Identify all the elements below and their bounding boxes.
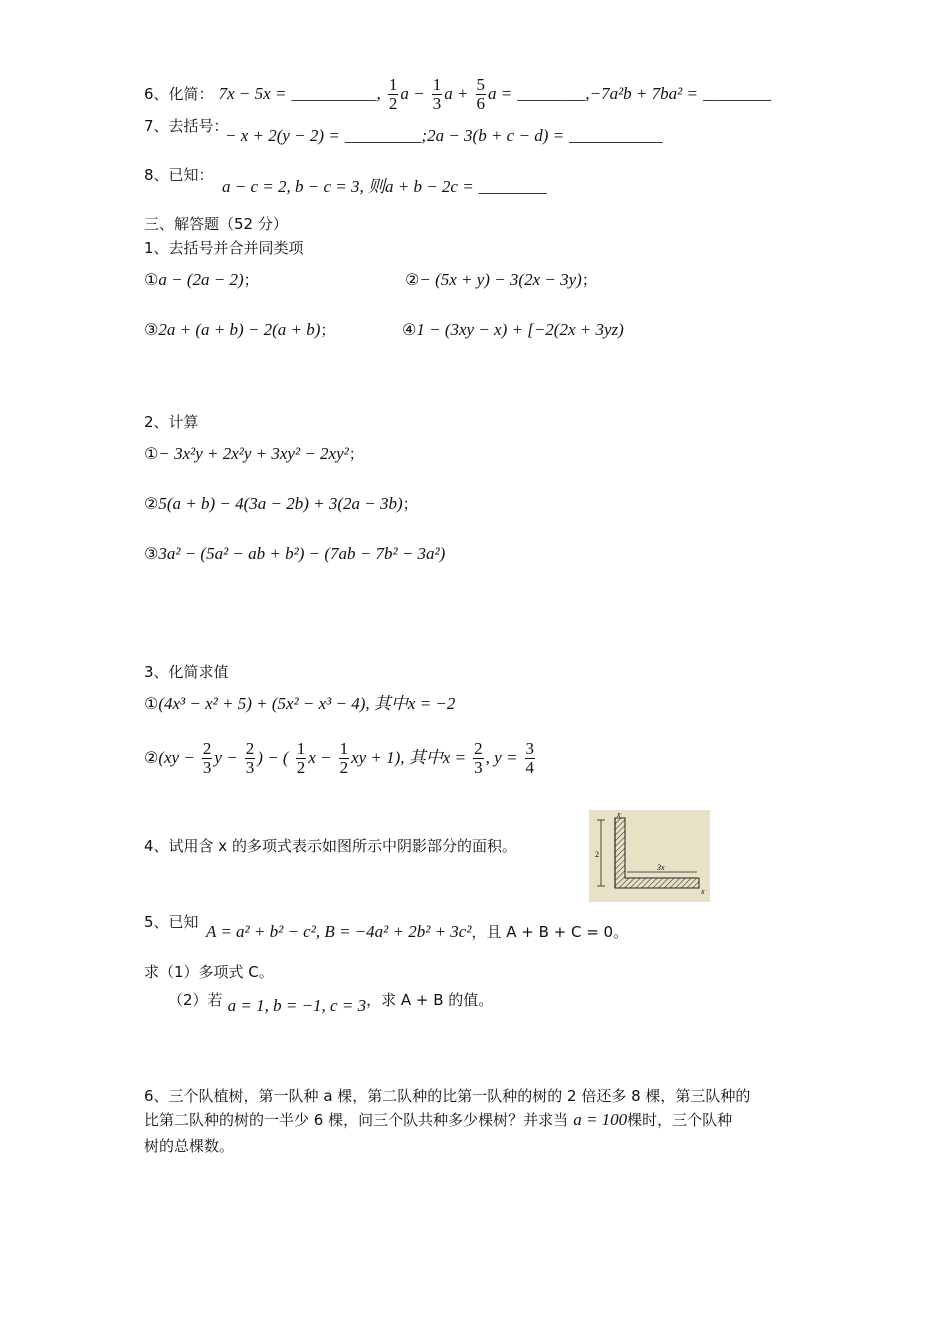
fig-label-x-top: x bbox=[617, 810, 621, 819]
semicolon: ； bbox=[243, 271, 259, 289]
circled-3: ③ bbox=[144, 544, 159, 563]
fig-label-2: 2 bbox=[595, 850, 599, 859]
s2-item3 bbox=[144, 544, 445, 564]
q6-label: 6、化简： bbox=[144, 85, 214, 103]
s5-expr: A = a² + b² − c², B = −4a² + 2b² + 3c² bbox=[206, 922, 472, 941]
s5-tail: ，且 A + B + C = 0。 bbox=[471, 923, 629, 941]
q6-a2: a + bbox=[444, 84, 469, 103]
q7-blank1: _________ bbox=[344, 126, 422, 145]
s6-line1: 6、三个队植树，第一队种 a 棵，第二队种的比第一队种的树的 2 倍还多 8 棵，第三队种的 bbox=[144, 1087, 751, 1105]
s3-item2 bbox=[144, 738, 537, 778]
s6-line2 bbox=[144, 1110, 732, 1130]
semicolon: ； bbox=[402, 495, 418, 513]
s1-item1 bbox=[144, 270, 259, 290]
s3-frac-b: $\frac{2}{3}$ bbox=[245, 739, 255, 777]
s2-item1 bbox=[144, 444, 364, 464]
semicolon: ； bbox=[348, 445, 364, 463]
q8-label: 8、已知： bbox=[144, 166, 214, 184]
s4-text: 4、试用含 x 的多项式表示如图所示中阴影部分的面积。 bbox=[144, 837, 517, 855]
circled-2: ② bbox=[144, 748, 159, 767]
section-3-title: 三、解答题（52 分） bbox=[144, 215, 288, 233]
s3-part: x − bbox=[308, 748, 332, 767]
s2-item2 bbox=[144, 494, 418, 514]
s5-q2 bbox=[168, 990, 494, 1015]
shaded-region bbox=[615, 818, 699, 888]
s3-frac-f: $\frac{3}{4}$ bbox=[525, 739, 535, 777]
circled-2: ② bbox=[405, 270, 420, 289]
q6-a3: a = bbox=[488, 84, 513, 103]
s3-title: 3、化简求值 bbox=[144, 663, 229, 681]
s3-part: ) − ( bbox=[257, 748, 289, 767]
circled-4: ④ bbox=[402, 320, 417, 339]
q6-frac2: $\frac{1}{3}$ bbox=[432, 75, 442, 113]
s1-item2 bbox=[405, 270, 597, 290]
s2-expr1: − 3x²y + 2x²y + 3xy² − 2xy² bbox=[158, 444, 349, 463]
s1-expr4: 1 − (3xy − x) + [−2(2x + 3yz) bbox=[416, 320, 624, 339]
s1-item3 bbox=[144, 320, 335, 340]
q6-expr1: 7x − 5x = bbox=[218, 84, 287, 103]
s6-line3: 树的总棵数。 bbox=[144, 1137, 235, 1155]
s3-frac-c: $\frac{1}{2}$ bbox=[296, 739, 306, 777]
s1-title: 1、去括号并合并同类项 bbox=[144, 239, 304, 257]
question-7 bbox=[144, 116, 229, 136]
s1-item4 bbox=[402, 320, 624, 340]
s3-item1 bbox=[144, 694, 455, 714]
q7-expr2: ;2a − 3(b + c − d) = bbox=[421, 126, 565, 145]
q8-blank: ________ bbox=[478, 177, 547, 196]
s5-q1: 求（1）多项式 C。 bbox=[144, 963, 274, 981]
s5-q2-suffix: ，求 A + B 的值。 bbox=[366, 991, 494, 1009]
q6-blank1: __________ bbox=[291, 84, 377, 103]
circled-2: ② bbox=[144, 494, 159, 513]
s3-expr1: (4x³ − x² + 5) + (5x² − x³ − 4), 其中x = −2 bbox=[158, 694, 456, 713]
fig-label-x-right: x bbox=[701, 887, 705, 896]
s1-expr1: a − (2a − 2) bbox=[158, 270, 244, 289]
q6-blank2: ________ bbox=[517, 84, 586, 103]
circled-1: ① bbox=[144, 444, 159, 463]
semicolon: ； bbox=[320, 321, 336, 339]
q6-sep: , bbox=[376, 84, 381, 103]
s3-part: xy + 1), 其中x = bbox=[351, 748, 467, 767]
s5-q2-prefix: （2）若 bbox=[168, 991, 223, 1009]
s2-expr3: 3a² − (5a² − ab + b²) − (7ab − 7b² − 3a²) bbox=[158, 544, 446, 563]
q7-blank2: ___________ bbox=[569, 126, 663, 145]
circled-1: ① bbox=[144, 270, 159, 289]
q6-a1: a − bbox=[400, 84, 425, 103]
s5-q2-expr: a = 1, b = −1, c = 3 bbox=[227, 996, 367, 1015]
s5-label: 5、已知 bbox=[144, 913, 199, 931]
circled-1: ① bbox=[144, 694, 159, 713]
q6-frac1: $\frac{1}{2}$ bbox=[388, 75, 398, 113]
question-7-expr bbox=[225, 126, 663, 146]
question-6 bbox=[144, 76, 771, 113]
s3-part: , y = bbox=[485, 748, 518, 767]
q7-label: 7、去括号： bbox=[144, 117, 229, 135]
fig-label-3x: 3x bbox=[657, 863, 665, 872]
s5-expr-line bbox=[206, 922, 628, 942]
s5-line1 bbox=[144, 912, 199, 932]
q6-blank3: ________ bbox=[703, 84, 772, 103]
s3-part: y − bbox=[214, 748, 238, 767]
s1-expr2: − (5x + y) − 3(2x − 3y) bbox=[419, 270, 582, 289]
semicolon: ； bbox=[581, 271, 597, 289]
circled-3: ③ bbox=[144, 320, 159, 339]
question-8-expr bbox=[222, 177, 547, 197]
figure-svg bbox=[589, 810, 710, 902]
s3-frac-e: $\frac{2}{3}$ bbox=[474, 739, 483, 777]
shaded-area-figure bbox=[589, 810, 710, 902]
s3-frac-d: $\frac{1}{2}$ bbox=[339, 739, 349, 777]
s1-expr3: 2a + (a + b) − 2(a + b) bbox=[158, 320, 321, 339]
s6-line2-a: 比第二队种的树的一半少 6 棵，问三个队共种多少棵树？并求当 bbox=[144, 1111, 569, 1129]
q7-expr1: − x + 2(y − 2) = bbox=[225, 126, 340, 145]
s2-expr2: 5(a + b) − 4(3a − 2b) + 3(2a − 3b) bbox=[158, 494, 403, 513]
question-8 bbox=[144, 165, 214, 185]
s2-title: 2、计算 bbox=[144, 413, 199, 431]
s3-frac-a: $\frac{2}{3}$ bbox=[202, 739, 212, 777]
s6-line2-b: 棵时，三个队种 bbox=[627, 1111, 733, 1129]
q8-expr: a − c = 2, b − c = 3, 则a + b − 2c = bbox=[222, 177, 474, 196]
s3-part: (xy − bbox=[158, 748, 195, 767]
q6-frac3: $\frac{5}{6}$ bbox=[476, 75, 486, 113]
s6-expr: a = 100 bbox=[573, 1110, 628, 1129]
q6-expr3: ,−7a²b + 7ba² = bbox=[585, 84, 698, 103]
